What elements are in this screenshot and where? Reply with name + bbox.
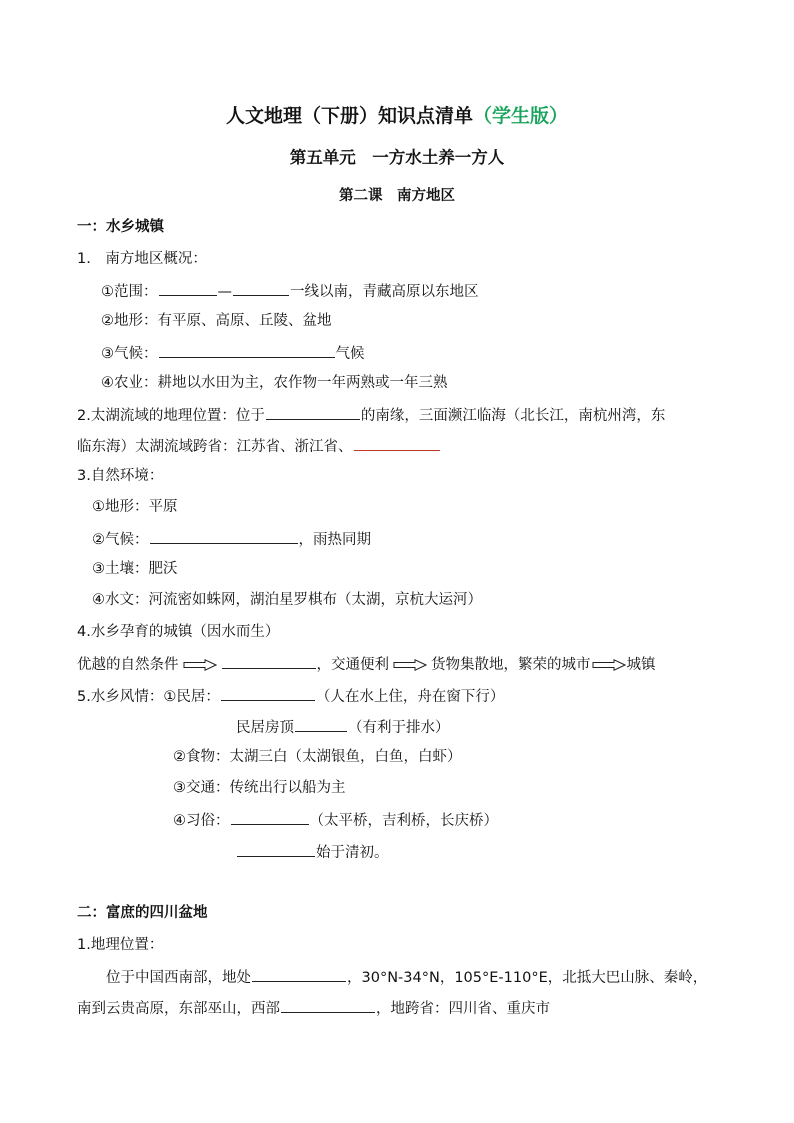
item-text: 食物：太湖三白（太湖银鱼，白鱼，白虾） <box>186 749 462 765</box>
unit-title: 第五单元 一方水土养一方人 <box>289 148 505 167</box>
fill-blank[interactable] <box>231 809 309 825</box>
fill-blank[interactable] <box>354 435 440 451</box>
item-suffix: 一线以南，青藏高原以东地区 <box>290 284 479 300</box>
section-2-heading: 二：富庶的四川盆地 <box>77 905 208 921</box>
q3-item-climate <box>92 528 371 550</box>
q3-item-soil <box>92 559 178 579</box>
item-text: 地形：有平原、高原、丘陵、盆地 <box>114 313 332 329</box>
right-arrow-icon <box>393 659 427 671</box>
fill-blank[interactable] <box>237 841 315 857</box>
item-suffix: （人在水上住，舟在窗下行） <box>315 689 505 705</box>
item-number: ④ <box>92 592 105 608</box>
s2-q1-line-1 <box>106 966 707 988</box>
line-prefix: 位于中国西南部，地处 <box>106 970 251 986</box>
line-suffix: ，30°N-34°N，105°E-110°E，北抵大巴山脉、秦岭， <box>347 970 708 986</box>
q1-item-range <box>101 280 479 302</box>
q3-item-terrain <box>92 497 178 517</box>
item-number: ② <box>101 313 114 329</box>
item-number: ③ <box>101 346 114 362</box>
item-suffix: （太平桥，吉利桥，长庆桥） <box>309 813 498 829</box>
fill-blank[interactable] <box>281 997 375 1013</box>
q4-label: 4.水乡孕育的城镇（因水而生） <box>77 624 280 640</box>
fill-blank[interactable] <box>252 966 346 982</box>
right-arrow-icon <box>183 659 217 671</box>
q5-line-custom-2 <box>236 841 389 863</box>
title-accent: （学生版） <box>473 105 569 127</box>
page-title <box>0 106 794 126</box>
item-text: 地形：平原 <box>105 499 178 515</box>
q2-prefix: 2.太湖流域的地理位置：位于 <box>77 408 265 424</box>
right-arrow-icon <box>592 659 626 671</box>
item-number: ② <box>92 532 105 548</box>
item-number: ① <box>163 689 177 705</box>
item-number: ④ <box>173 813 186 829</box>
q4-chain <box>77 653 656 675</box>
fill-blank[interactable] <box>159 342 335 358</box>
q5-item-transport <box>173 778 346 798</box>
item-number: ③ <box>173 780 186 796</box>
q1-item-climate <box>101 342 365 364</box>
q1-item-agriculture <box>101 373 448 393</box>
q1-item-terrain <box>101 311 332 331</box>
q5-line-2 <box>236 716 450 738</box>
item-prefix: 气候： <box>105 532 149 548</box>
title-main: 人文地理（下册）知识点清单 <box>225 105 473 127</box>
item-prefix: 习俗： <box>186 813 230 829</box>
q3-item-hydrology <box>92 590 482 610</box>
q3-label: 3.自然环境： <box>77 468 164 484</box>
item-text: 水文：河流密如蛛网，湖泊星罗棋布（太湖，京杭大运河） <box>105 592 482 608</box>
section-1-heading: 一：水乡城镇 <box>77 219 164 235</box>
fill-blank[interactable] <box>295 716 347 732</box>
chain-step-4: 城镇 <box>626 657 656 673</box>
item-prefix: 民居： <box>176 689 220 705</box>
line-prefix: 南到云贵高原，东部巫山，西部 <box>77 1001 280 1017</box>
q5-line-1 <box>77 685 504 707</box>
chain-step-2: ，交通便利 <box>316 657 389 673</box>
item-text: 农业：耕地以水田为主，农作物一年两熟或一年三熟 <box>114 375 448 391</box>
chain-step-1: 优越的自然条件 <box>77 657 179 673</box>
q2-line-1 <box>77 404 665 426</box>
item-suffix: ，雨热同期 <box>298 532 371 548</box>
q1-label: 1. 南方地区概况： <box>77 251 207 267</box>
item-text: 交通：传统出行以船为主 <box>186 780 346 796</box>
item-prefix: 民居房顶 <box>236 720 294 736</box>
item-suffix: （有利于排水） <box>348 720 450 736</box>
lesson-title: 第二课 南方地区 <box>339 188 455 204</box>
q5-item-custom <box>173 809 498 831</box>
q5-item-food <box>173 747 462 767</box>
item-number: ③ <box>92 561 105 577</box>
item-prefix: 范围： <box>114 284 158 300</box>
item-suffix: 气候 <box>335 346 365 362</box>
s2-q1-label: 1.地理位置： <box>77 937 164 953</box>
fill-blank[interactable] <box>221 685 315 701</box>
item-text: 土壤：肥沃 <box>105 561 178 577</box>
item-number: ① <box>101 284 114 300</box>
fill-blank[interactable] <box>150 528 298 544</box>
line-suffix: ，地跨省：四川省、重庆市 <box>376 1001 550 1017</box>
item-number: ④ <box>101 375 114 391</box>
q2-line2-text: 临东海）太湖流域跨省：江苏省、浙江省、 <box>77 439 353 455</box>
item-dash: — <box>217 284 232 300</box>
chain-step-3: 货物集散地，繁荣的城市 <box>431 657 591 673</box>
item-number: ② <box>173 749 186 765</box>
item-suffix: 始于清初。 <box>316 845 389 861</box>
s2-q1-line-2 <box>77 997 550 1019</box>
q5-prefix: 5.水乡风情： <box>77 689 164 705</box>
fill-blank[interactable] <box>266 404 360 420</box>
item-prefix: 气候： <box>114 346 158 362</box>
item-number: ① <box>92 499 105 515</box>
fill-blank[interactable] <box>159 280 217 296</box>
fill-blank[interactable] <box>222 653 316 669</box>
fill-blank[interactable] <box>233 280 289 296</box>
q2-suffix: 的南缘，三面濒江临海（北长江，南杭州湾，东 <box>360 408 666 424</box>
q2-line-2 <box>77 435 441 457</box>
